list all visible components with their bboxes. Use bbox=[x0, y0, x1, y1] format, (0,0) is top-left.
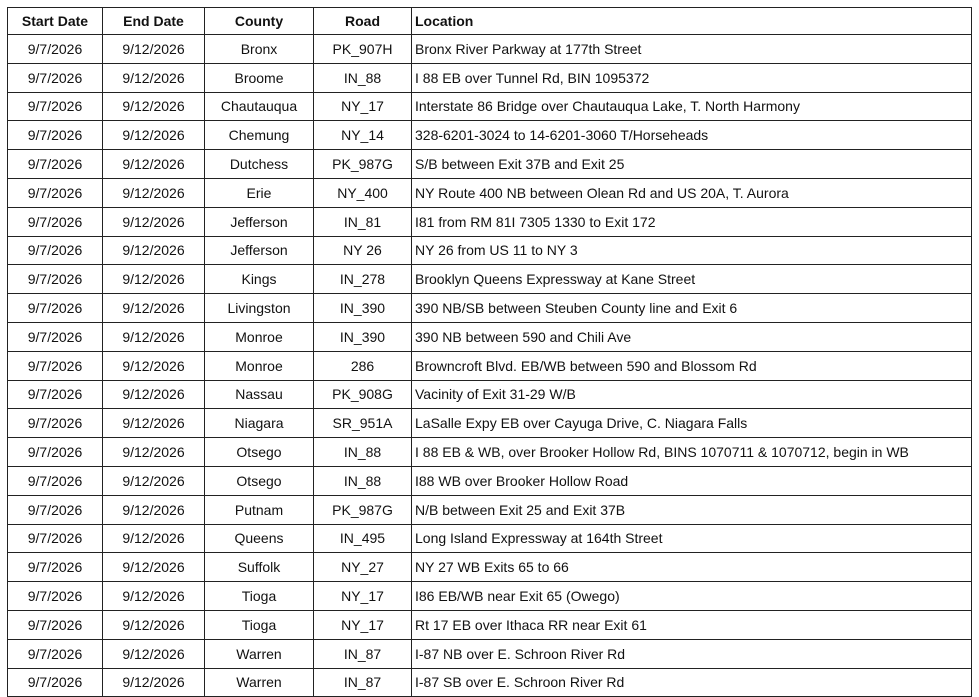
cell-end-date: 9/12/2026 bbox=[103, 178, 205, 207]
cell-county: Niagara bbox=[205, 409, 314, 438]
cell-road: PK_987G bbox=[314, 495, 412, 524]
cell-location: Vacinity of Exit 31-29 W/B bbox=[412, 380, 972, 409]
table-row bbox=[8, 294, 972, 323]
table-row bbox=[8, 610, 972, 639]
header-row bbox=[8, 8, 972, 35]
cell-start-date: 9/7/2026 bbox=[8, 466, 103, 495]
cell-location: I-87 NB over E. Schroon River Rd bbox=[412, 639, 972, 668]
cell-end-date: 9/12/2026 bbox=[103, 322, 205, 351]
cell-end-date: 9/12/2026 bbox=[103, 524, 205, 553]
cell-county: Kings bbox=[205, 265, 314, 294]
cell-start-date: 9/7/2026 bbox=[8, 495, 103, 524]
table-row bbox=[8, 438, 972, 467]
cell-county: Broome bbox=[205, 63, 314, 92]
cell-county: Dutchess bbox=[205, 150, 314, 179]
cell-location: I-87 SB over E. Schroon River Rd bbox=[412, 668, 972, 697]
cell-road: PK_908G bbox=[314, 380, 412, 409]
table-row bbox=[8, 265, 972, 294]
road-closures-table bbox=[7, 7, 972, 697]
cell-end-date: 9/12/2026 bbox=[103, 351, 205, 380]
cell-start-date: 9/7/2026 bbox=[8, 553, 103, 582]
cell-start-date: 9/7/2026 bbox=[8, 294, 103, 323]
cell-county: Otsego bbox=[205, 438, 314, 467]
cell-start-date: 9/7/2026 bbox=[8, 582, 103, 611]
cell-location: NY 27 WB Exits 65 to 66 bbox=[412, 553, 972, 582]
table-row bbox=[8, 380, 972, 409]
cell-start-date: 9/7/2026 bbox=[8, 265, 103, 294]
table-row bbox=[8, 524, 972, 553]
cell-start-date: 9/7/2026 bbox=[8, 524, 103, 553]
cell-location: Bronx River Parkway at 177th Street bbox=[412, 35, 972, 64]
table-row bbox=[8, 322, 972, 351]
cell-start-date: 9/7/2026 bbox=[8, 150, 103, 179]
table-row bbox=[8, 236, 972, 265]
cell-county: Chemung bbox=[205, 121, 314, 150]
cell-location: Long Island Expressway at 164th Street bbox=[412, 524, 972, 553]
table-row bbox=[8, 121, 972, 150]
cell-county: Queens bbox=[205, 524, 314, 553]
column-header-start-date: Start Date bbox=[8, 8, 103, 35]
cell-location: NY 26 from US 11 to NY 3 bbox=[412, 236, 972, 265]
cell-end-date: 9/12/2026 bbox=[103, 668, 205, 697]
cell-road: SR_951A bbox=[314, 409, 412, 438]
cell-start-date: 9/7/2026 bbox=[8, 35, 103, 64]
cell-end-date: 9/12/2026 bbox=[103, 466, 205, 495]
cell-road: NY_14 bbox=[314, 121, 412, 150]
cell-road: NY_17 bbox=[314, 92, 412, 121]
cell-location: Browncroft Blvd. EB/WB between 590 and Blossom Rd bbox=[412, 351, 972, 380]
cell-end-date: 9/12/2026 bbox=[103, 236, 205, 265]
cell-start-date: 9/7/2026 bbox=[8, 178, 103, 207]
cell-end-date: 9/12/2026 bbox=[103, 610, 205, 639]
cell-road: PK_907H bbox=[314, 35, 412, 64]
table-row bbox=[8, 466, 972, 495]
column-header-location: Location bbox=[412, 8, 972, 35]
cell-location: Brooklyn Queens Expressway at Kane Street bbox=[412, 265, 972, 294]
cell-end-date: 9/12/2026 bbox=[103, 409, 205, 438]
cell-location: I81 from RM 81I 7305 1330 to Exit 172 bbox=[412, 207, 972, 236]
cell-county: Chautauqua bbox=[205, 92, 314, 121]
cell-road: NY_17 bbox=[314, 610, 412, 639]
table-row bbox=[8, 207, 972, 236]
cell-road: IN_88 bbox=[314, 466, 412, 495]
cell-end-date: 9/12/2026 bbox=[103, 639, 205, 668]
cell-end-date: 9/12/2026 bbox=[103, 150, 205, 179]
table-body bbox=[8, 35, 972, 697]
cell-road: IN_390 bbox=[314, 294, 412, 323]
cell-county: Tioga bbox=[205, 582, 314, 611]
cell-location: 328-6201-3024 to 14-6201-3060 T/Horseheads bbox=[412, 121, 972, 150]
cell-road: IN_390 bbox=[314, 322, 412, 351]
column-header-road: Road bbox=[314, 8, 412, 35]
cell-start-date: 9/7/2026 bbox=[8, 380, 103, 409]
cell-county: Bronx bbox=[205, 35, 314, 64]
cell-location: NY Route 400 NB between Olean Rd and US 20A, T. Aurora bbox=[412, 178, 972, 207]
table-header bbox=[8, 8, 972, 35]
cell-start-date: 9/7/2026 bbox=[8, 92, 103, 121]
cell-county: Livingston bbox=[205, 294, 314, 323]
table-row bbox=[8, 582, 972, 611]
cell-county: Erie bbox=[205, 178, 314, 207]
table-row bbox=[8, 351, 972, 380]
cell-location: I 88 EB over Tunnel Rd, BIN 1095372 bbox=[412, 63, 972, 92]
column-header-end-date: End Date bbox=[103, 8, 205, 35]
cell-location: LaSalle Expy EB over Cayuga Drive, C. Niagara Falls bbox=[412, 409, 972, 438]
cell-start-date: 9/7/2026 bbox=[8, 63, 103, 92]
table-row bbox=[8, 92, 972, 121]
cell-location: S/B between Exit 37B and Exit 25 bbox=[412, 150, 972, 179]
cell-county: Tioga bbox=[205, 610, 314, 639]
cell-end-date: 9/12/2026 bbox=[103, 63, 205, 92]
cell-end-date: 9/12/2026 bbox=[103, 582, 205, 611]
table-row bbox=[8, 150, 972, 179]
cell-county: Otsego bbox=[205, 466, 314, 495]
cell-start-date: 9/7/2026 bbox=[8, 322, 103, 351]
cell-location: 390 NB/SB between Steuben County line and Exit 6 bbox=[412, 294, 972, 323]
table-row bbox=[8, 409, 972, 438]
cell-county: Suffolk bbox=[205, 553, 314, 582]
table-row bbox=[8, 495, 972, 524]
cell-start-date: 9/7/2026 bbox=[8, 438, 103, 467]
cell-road: NY_27 bbox=[314, 553, 412, 582]
cell-end-date: 9/12/2026 bbox=[103, 207, 205, 236]
cell-county: Nassau bbox=[205, 380, 314, 409]
cell-end-date: 9/12/2026 bbox=[103, 265, 205, 294]
table-row bbox=[8, 178, 972, 207]
cell-location: I88 WB over Brooker Hollow Road bbox=[412, 466, 972, 495]
cell-start-date: 9/7/2026 bbox=[8, 409, 103, 438]
column-header-county: County bbox=[205, 8, 314, 35]
cell-location: I86 EB/WB near Exit 65 (Owego) bbox=[412, 582, 972, 611]
cell-road: IN_278 bbox=[314, 265, 412, 294]
cell-start-date: 9/7/2026 bbox=[8, 236, 103, 265]
cell-location: 390 NB between 590 and Chili Ave bbox=[412, 322, 972, 351]
cell-start-date: 9/7/2026 bbox=[8, 668, 103, 697]
table-row bbox=[8, 553, 972, 582]
cell-end-date: 9/12/2026 bbox=[103, 121, 205, 150]
cell-road: NY_17 bbox=[314, 582, 412, 611]
cell-road: IN_88 bbox=[314, 63, 412, 92]
cell-road: IN_87 bbox=[314, 639, 412, 668]
cell-start-date: 9/7/2026 bbox=[8, 639, 103, 668]
cell-road: IN_88 bbox=[314, 438, 412, 467]
cell-end-date: 9/12/2026 bbox=[103, 495, 205, 524]
cell-road: IN_87 bbox=[314, 668, 412, 697]
cell-end-date: 9/12/2026 bbox=[103, 294, 205, 323]
cell-location: Interstate 86 Bridge over Chautauqua Lake, T. North Harmony bbox=[412, 92, 972, 121]
cell-county: Warren bbox=[205, 639, 314, 668]
cell-location: I 88 EB & WB, over Brooker Hollow Rd, BINS 1070711 & 1070712, begin in WB bbox=[412, 438, 972, 467]
cell-county: Monroe bbox=[205, 322, 314, 351]
cell-end-date: 9/12/2026 bbox=[103, 92, 205, 121]
cell-road: PK_987G bbox=[314, 150, 412, 179]
cell-road: IN_495 bbox=[314, 524, 412, 553]
cell-road: NY_400 bbox=[314, 178, 412, 207]
table-row bbox=[8, 35, 972, 64]
cell-county: Jefferson bbox=[205, 207, 314, 236]
cell-county: Monroe bbox=[205, 351, 314, 380]
table-row bbox=[8, 639, 972, 668]
cell-county: Putnam bbox=[205, 495, 314, 524]
cell-location: Rt 17 EB over Ithaca RR near Exit 61 bbox=[412, 610, 972, 639]
cell-end-date: 9/12/2026 bbox=[103, 438, 205, 467]
cell-road: NY 26 bbox=[314, 236, 412, 265]
cell-start-date: 9/7/2026 bbox=[8, 610, 103, 639]
cell-start-date: 9/7/2026 bbox=[8, 207, 103, 236]
cell-county: Jefferson bbox=[205, 236, 314, 265]
table-row bbox=[8, 63, 972, 92]
cell-county: Warren bbox=[205, 668, 314, 697]
cell-end-date: 9/12/2026 bbox=[103, 380, 205, 409]
cell-road: 286 bbox=[314, 351, 412, 380]
cell-end-date: 9/12/2026 bbox=[103, 553, 205, 582]
cell-end-date: 9/12/2026 bbox=[103, 35, 205, 64]
cell-start-date: 9/7/2026 bbox=[8, 351, 103, 380]
cell-start-date: 9/7/2026 bbox=[8, 121, 103, 150]
cell-road: IN_81 bbox=[314, 207, 412, 236]
cell-location: N/B between Exit 25 and Exit 37B bbox=[412, 495, 972, 524]
